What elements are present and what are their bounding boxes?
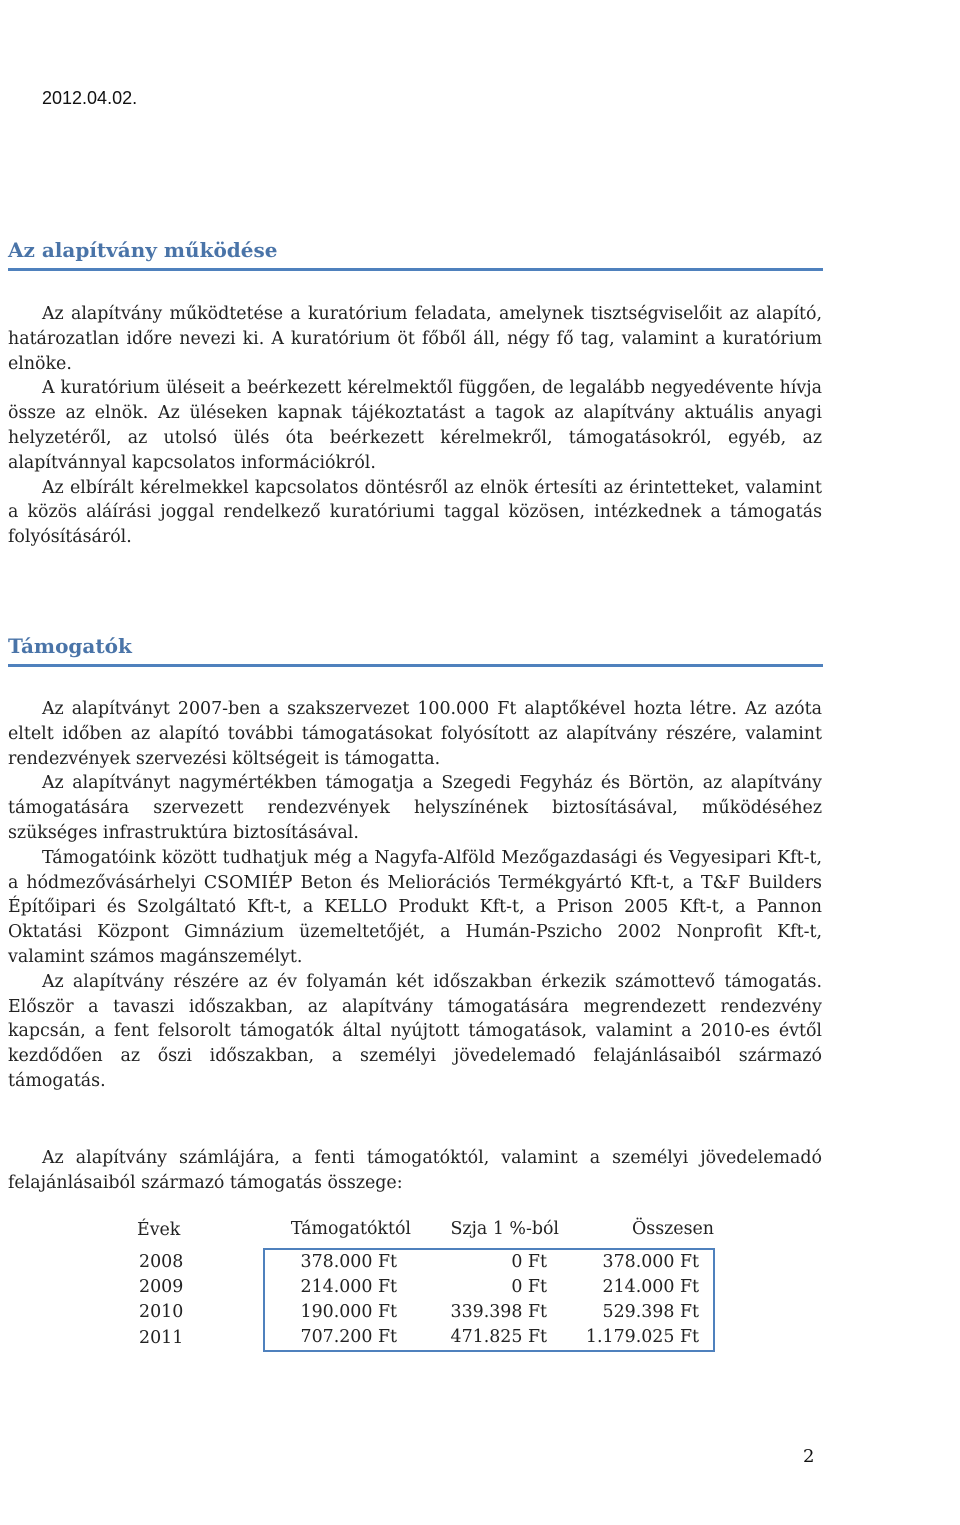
paragraph: Az elbírált kérelmekkel kapcsolatos döntésről az elnök értesíti az érintetteket, valamint a közös aláírási joggal rendelkező kuratóriumi taggal közösen, intézkednek a támogatás folyósításáról. — [8, 477, 822, 548]
value-cell: 190.000 Ft — [264, 1300, 411, 1325]
section-body-tamogatok — [8, 697, 822, 1094]
value-cell: 339.398 Ft — [450, 1302, 547, 1322]
section-heading-tamogatok: Támogatók — [8, 632, 823, 667]
page-number: 2 — [803, 1446, 815, 1467]
year-cell: 2011 — [139, 1327, 184, 1348]
table-header-row — [137, 1216, 714, 1249]
paragraph: Az alapítvány részére az év folyamán két időszakban érkezik számottevő támogatás. Először a tavaszi időszakban, az alapítvány támogatására megrendezett rendezvény kapcsán, a fent felsorolt támogatók által nyújtott támogatások, valamint a 2010-es évtől kezdődően az őszi időszakban, a személyi jövedelemadó felajánlásaiból származó támogatás. — [8, 971, 822, 1091]
value-cell: 529.398 Ft — [559, 1300, 714, 1325]
paragraph: Támogatóink között tudhatjuk még a Nagyfa-Alföld Mezőgazdasági és Vegyesipari Kft-t, a hódmezővásárhelyi CSOMIÉP Beton és Meliorációs Termékgyártó Kft-t, a T&F Builders Építőipari és Szolgáltató Kft-t, a KELLO Produkt Kft-t, a Prison 2005 Kft-t, a Pannon Oktatási Központ Gimnázium üzemeltetőjét, a Humán-Pszicho 2002 Nonprofit Kft-t, valamint számos magánszemélyt. — [8, 847, 822, 967]
column-header-years: Évek — [137, 1219, 181, 1240]
table-row — [137, 1275, 714, 1300]
paragraph: Az alapítvány működtetése a kuratórium feladata, amelynek tisztségviselőit az alapító, határozatlan időre nevezi ki. A kuratórium öt főből áll, négy fő tag, valamint a kuratórium elnöke. — [8, 304, 822, 374]
section-heading-mukodes: Az alapítvány működése — [8, 236, 823, 271]
value-cell: 471.825 Ft — [411, 1325, 559, 1351]
table-row — [137, 1300, 714, 1325]
year-cell: 2008 — [139, 1251, 184, 1272]
value-cell: 1.179.025 Ft — [559, 1325, 714, 1351]
value-cell: 214.000 Ft — [264, 1275, 411, 1300]
paragraph: A kuratórium üléseit a beérkezett kérelmektől függően, de legalább negyedévente hívja össze az elnök. Az üléseken kapnak tájékoztatást a tagok az alapítvány aktuális anyagi helyzetéről, az utolsó ülés óta beérkezett kérelmekről, támogatásokról, egyéb, az alapítvánnyal kapcsolatos információkról. — [8, 378, 822, 473]
table-row — [137, 1325, 714, 1351]
column-header-total: Összesen — [632, 1219, 714, 1239]
year-cell: 2009 — [139, 1277, 184, 1297]
year-cell: 2010 — [139, 1302, 184, 1322]
value-cell: 378.000 Ft — [559, 1249, 714, 1275]
value-cell: 707.200 Ft — [264, 1325, 411, 1351]
table-row — [137, 1249, 714, 1275]
paragraph: Az alapítvány számlájára, a fenti támogatóktól, valamint a személyi jövedelemadó felajánlásaiból származó támogatás összege: — [8, 1148, 822, 1193]
support-summary-table — [137, 1216, 715, 1352]
document-date: 2012.04.02. — [42, 88, 138, 108]
paragraph: Az alapítványt 2007-ben a szakszervezet 100.000 Ft alaptőkével hozta létre. Az azóta eltelt időben az alapító további támogatásokat folyósított az alapítvány részére, valamint rendezvények szervezési költségeit is támogatta. — [8, 699, 822, 769]
section-body-mukodes — [8, 302, 822, 550]
value-cell: 0 Ft — [411, 1249, 559, 1275]
summary-intro — [8, 1146, 822, 1196]
paragraph: Az alapítványt nagymértékben támogatja a Szegedi Fegyház és Börtön, az alapítvány támogatására szervezett rendezvények helyszínének biztosításával, működéséhez szükséges infrastruktúra biztosításával. — [8, 773, 822, 843]
value-cell: 214.000 Ft — [559, 1275, 714, 1300]
column-header-from-supporters: Támogatóktól — [290, 1219, 411, 1239]
value-cell: 378.000 Ft — [264, 1249, 411, 1275]
column-header-szja: Szja 1 %-ból — [450, 1219, 559, 1239]
value-cell: 0 Ft — [511, 1277, 547, 1297]
